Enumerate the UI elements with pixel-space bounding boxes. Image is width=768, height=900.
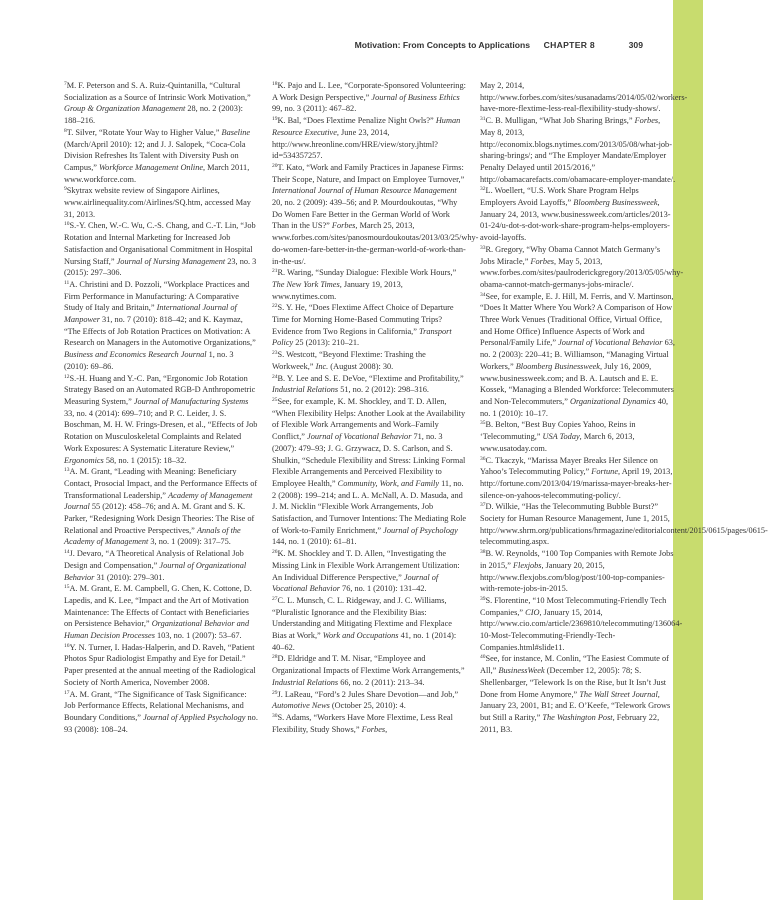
- endnote: [272, 373, 468, 396]
- endnote-number: 19: [272, 116, 278, 123]
- endnote: [64, 279, 259, 373]
- source-title: Group & Organization Management: [64, 104, 186, 114]
- endnote-text: See, for instance, M. Conlin, “The Easiest Commute of All,”: [480, 654, 669, 676]
- source-title: Business and Economics Research Journal: [64, 350, 207, 360]
- endnote: [480, 595, 683, 654]
- endnote-text: (October 25, 2010): 4.: [329, 701, 406, 711]
- endnote-number: 25: [272, 396, 278, 403]
- endnote-number: 8: [64, 127, 67, 134]
- endnote: [480, 291, 676, 420]
- endnote: [480, 501, 768, 548]
- source-title: Automotive News: [272, 701, 330, 711]
- endnote-number: 36: [480, 455, 486, 462]
- endnote-text: 55 (2012): 458–76; and A. M. Grant and S. K. Parker, “Redesigning Work Design Theories: The Rise of Relational and Proactive Perspectives,”: [64, 502, 255, 535]
- endnote-text: B. Belton, “Best Buy Copies Yahoo, Reins in ‘Telecommuting,”: [480, 420, 636, 442]
- endnote-text: K. M. Shockley and T. D. Allen, “Investigating the Missing Link in Flexible Work Arrangement Utilization: An Individual Difference Perspective,”: [272, 549, 460, 582]
- endnote: [272, 162, 479, 267]
- endnote-number: 15: [64, 584, 70, 591]
- endnote-text: no. 93 (2008): 108–24.: [64, 712, 258, 734]
- source-title: Bloomberg Businessweek: [573, 198, 658, 208]
- endnote-number: 31: [480, 116, 486, 123]
- endnote-number: 12: [64, 373, 70, 380]
- endnote-text: 28, no. 2 (2003): 188–216.: [64, 104, 243, 126]
- endnote-number: 34: [480, 291, 486, 298]
- endnote-text: K. Bal, “Does Flextime Penalize Night Owls?”: [277, 116, 436, 126]
- endnote-text: J. Devaro, “A Theoretical Analysis of Relational Job Design and Compensation,”: [64, 549, 244, 570]
- endnote: [64, 220, 259, 279]
- endnote-text: 1, no. 3 (2010): 69–86.: [64, 350, 234, 371]
- source-title: Industrial Relations: [272, 385, 339, 395]
- endnote-text: 25 (2013): 210–21.: [293, 338, 360, 348]
- endnote: [64, 583, 259, 642]
- source-title: Journal of Manufacturing Systems: [133, 396, 249, 406]
- endnote-number: 24: [272, 373, 278, 380]
- endnote-text: 31, no. 7 (2010): 818–42; and K. Kaymaz, “The Effects of Job Rotation Practices on Motivation: A Research on Managers in the Automotive Organizations,”: [64, 315, 256, 348]
- endnote-number: 16: [64, 642, 70, 649]
- endnote-number: 20: [272, 162, 278, 169]
- endnote-text: 103, no. 1 (2007): 53–67.: [154, 631, 242, 641]
- endnote-number: 38: [480, 549, 486, 556]
- endnote-text: A. M. Grant, E. M. Campbell, G. Chen, K. Cottone, D. Lapedis, and K. Lee, “Impact and the Art of Motivation Maintenance: The Effects of Contact with Beneficiaries on Persistence Behavior,”: [64, 584, 252, 629]
- source-title: Forbes: [634, 116, 659, 126]
- endnote-text: See, for example, E. J. Hill, M. Ferris, and V. Martinson, “Does It Matter Where You Work? A Comparison of How Three Work Venues (Traditional Office, Virtual Office, and Home Office) Influence Aspects of Work and Personal/Family Life,”: [480, 291, 674, 348]
- running-title: Motivation: From Concepts to Applications: [354, 40, 530, 50]
- endnote-text: C. L. Munsch, C. L. Ridgeway, and J. C. Williams, “Pluralistic Ignorance and the Flexibility Bias: Understanding and Mitigating Flextime and Flexplace Bias at Work,”: [272, 595, 452, 641]
- endnote: [480, 80, 688, 115]
- endnote-text: Skytrax website review of Singapore Airlines, www.airlinequality.com/Airlines/SQ.htm, accessed May 31, 2013.: [64, 186, 251, 219]
- endnote-text: 76, no. 1 (2010): 131–42.: [339, 584, 427, 594]
- endnote-number: 30: [272, 712, 278, 719]
- source-title: Journal of Psychology: [383, 525, 458, 535]
- endnote: [64, 466, 259, 548]
- endnote-text: May 2, 2014, http://www.forbes.com/sites/susanadams/2014/05/02/workers-have-more-flextime-less-real-flexibility-study-shows/.: [480, 81, 688, 114]
- endnote: [480, 244, 684, 291]
- source-title: Community, Work, and Family: [337, 478, 439, 488]
- endnote-number: 10: [64, 221, 70, 228]
- endnote-text: , April 19, 2013, http://fortune.com/2013/04/19/marissa-mayer-breaks-her-silence-on-yahoos-telecommuting-policy/.: [480, 467, 673, 500]
- source-title: The Wall Street Journal: [579, 689, 658, 699]
- endnote: [64, 373, 259, 467]
- endnote-text: , May 8, 2013, http://economix.blogs.nytimes.com/2013/05/08/what-job-sharing-brings/; and “The Employer Mandate/Employer Penalty Delayed until 2015/2016,” http://obamacarefacts.com/obamacare-employer-mandate/.: [480, 116, 676, 184]
- endnote: [272, 712, 468, 735]
- source-title: Journal of Nursing Management: [116, 256, 226, 266]
- endnote-text: 71, no. 3 (2007): 479–93; J. G. Grzywacz, D. S. Carlson, and S. Shulkin, “Schedule Flexibility and Stress: Linking Formal Flexible Arrangements and Perceived Flexibility to Employee Health,”: [272, 432, 466, 488]
- endnote-text: A. Christini and D. Pozzoli, “Workplace Practices and Firm Performance in Manufacturing: A Comparative Study of Italy and Britain,”: [64, 279, 250, 313]
- endnote: [64, 548, 259, 583]
- endnote-text: See, for example, K. M. Shockley, and T. D. Allen, “When Flexibility Helps: Another Look at the Availability of Flexible Work Arrangements and Work–Family Conflict,”: [272, 396, 466, 442]
- source-title: Journal of Business Ethics: [371, 92, 460, 102]
- endnote-text: R. Gregory, “Why Obama Cannot Match Germany’s Jobs Miracle,”: [480, 244, 661, 266]
- endnote-text: , March 25, 2013, www.forbes.com/sites/panosmourdoukoutas/2013/03/25/why-do-women-fare-better-in-the-german-world-of-work-than-in-the-us/.: [272, 221, 479, 266]
- source-title: Flexjobs: [512, 560, 542, 570]
- endnote-text: J. LaReau, “Ford’s 2 Jules Share Devotion—and Job,”: [277, 689, 459, 699]
- endnote: [64, 127, 259, 186]
- source-title: Baseline: [221, 127, 251, 137]
- source-title: Forbes: [331, 221, 356, 231]
- endnote: [64, 80, 259, 127]
- endnote-number: 40: [480, 654, 486, 661]
- endnote-text: , January 15, 2014, http://www.cio.com/article/2369810/telecommuting/136064-10-Most-Telecommuting-Friendly-Tech-Companies.html#slide11.: [480, 607, 683, 652]
- endnote: [480, 419, 676, 454]
- source-title: Fortune: [591, 467, 619, 477]
- endnote-text: B. Y. Lee and S. E. DeVoe, “Flextime and Profitability,”: [277, 373, 464, 383]
- page-header: [0, 40, 658, 54]
- endnote-text: 3, no. 1 (2009): 317–75.: [148, 537, 231, 547]
- source-title: Human Resource Executive: [272, 116, 461, 137]
- endnote-number: 39: [480, 595, 486, 602]
- endnote: [272, 349, 468, 372]
- endnote-text: D. Eldridge and T. M. Nisar, “Employee and Organizational Impacts of Flextime Work Arrangements,”: [272, 654, 465, 676]
- source-title: Journal of Vocational Behavior: [558, 338, 663, 348]
- page-number: 309: [628, 40, 643, 50]
- source-title: Organizational Behavior and Human Decision Processes: [64, 619, 250, 641]
- endnote-number: 11: [64, 279, 70, 286]
- endnote-text: K. Pajo and L. Lee, “Corporate-Sponsored Volunteering: A Work Design Perspective,”: [272, 81, 466, 102]
- endnote-number: 32: [480, 186, 486, 193]
- endnote-number: 14: [64, 549, 70, 556]
- endnote: [64, 185, 259, 220]
- endnote-number: 35: [480, 420, 486, 427]
- endnote: [480, 115, 676, 185]
- source-title: CIO: [525, 607, 540, 617]
- endnote-text: , January 19, 2013, www.nytimes.com.: [272, 279, 403, 301]
- endnote-text: A. M. Grant, “Leading with Meaning: Beneficiary Contact, Prosocial Impact, and the Performance Effects of Transformational Leadership,”: [64, 467, 258, 500]
- endnote-number: 17: [64, 689, 70, 696]
- endnote-text: , February 22, 2011, B3.: [480, 712, 660, 734]
- endnote-number: 7: [64, 81, 67, 87]
- source-title: Forbes: [361, 724, 386, 734]
- source-title: Ergonomics: [64, 455, 104, 465]
- endnote-text: , January 20, 2015, http://www.flexjobs.com/blog/post/100-top-companies-with-remote-jobs-in-2015.: [480, 560, 665, 594]
- source-title: Work and Occupations: [322, 631, 399, 641]
- endnote-text: (December 12, 2005): 78; S. Shellenbarger, “Telework Is on the Rise, but It Isn’t Just Done from Home Anymore,”: [480, 666, 667, 699]
- endnote-text: , May 5, 2013, www.forbes.com/sites/paulroderickgregory/2013/05/05/why-obama-cannot-match-germanys-jobs-miracle/.: [480, 256, 684, 289]
- source-title: Journal of Organizational Behavior: [64, 560, 247, 582]
- endnote: [272, 653, 468, 688]
- source-title: Transport Policy: [272, 326, 452, 348]
- endnote: [480, 185, 676, 244]
- endnote: [480, 653, 676, 735]
- endnote-text: , March 6, 2013, www.usatoday.com.: [480, 432, 635, 453]
- endnote-text: R. Waring, “Sunday Dialogue: Flexible Work Hours,”: [277, 268, 457, 278]
- endnote-text: S.-H. Huang and Y.-C. Pan, “Ergonomic Job Rotation Strategy Based on an Automated RGB-D Anthropometric Measuring System,”: [64, 373, 256, 406]
- endnote-text: ,: [385, 724, 388, 734]
- endnote-text: (March/April 2010): 12; and J. J. Salopek, “Coca-Cola Division Refreshes Its Talent with Diversity Push on Campus,”: [64, 139, 246, 172]
- endnote-text: 63, no. 2 (2003): 220–41; B. Williamson, “Managing Virtual Workers,”: [480, 338, 675, 371]
- endnote-text: T. Kato, “Work and Family Practices in Japanese Firms: Their Scope, Nature, and Impact on Employee Turnover,”: [272, 162, 465, 184]
- endnote-text: 99, no. 3 (2011): 467–82.: [272, 104, 357, 114]
- source-title: Academy of Management Journal: [64, 490, 253, 512]
- endnote: [272, 80, 468, 115]
- endnote-text: A. M. Grant, “The Significance of Task Significance: Job Performance Effects, Relational Mechanisms, and Boundary Conditions,”: [64, 689, 247, 722]
- endnote-text: D. Wilkie, “Has the Telecommuting Bubble Burst?” Society for Human Resource Management, June 1, 2015, http://www.shrm.org/publications/hrmagazine/editorialcontent/2015/0615/pages/0615-telecommuting.aspx.: [480, 502, 768, 547]
- source-title: BusinessWeek: [498, 666, 545, 676]
- endnote-text: , June 23, 2014, http://www.hreonline.com/HRE/view/story.jhtml?id=534357257.: [272, 127, 438, 161]
- endnote-number: 22: [272, 303, 278, 310]
- endnote: [272, 302, 468, 349]
- source-title: The New York Times: [272, 279, 340, 289]
- endnote-text: , March 2011, www.workforce.com.: [64, 162, 250, 184]
- endnote: [272, 595, 468, 654]
- endnote: [272, 267, 468, 302]
- source-title: Annals of the Academy of Management: [64, 525, 241, 547]
- endnote-text: C. B. Mulligan, “What Job Sharing Brings,”: [485, 116, 635, 126]
- endnote-number: 18: [272, 81, 278, 87]
- source-title: USA Today: [542, 432, 580, 442]
- source-title: Journal of Applied Psychology: [143, 712, 246, 722]
- endnote-text: M. F. Peterson and S. A. Ruiz-Quintanilla, “Cultural Socialization as a Source of Intrinsic Work Motivation,”: [64, 81, 251, 102]
- endnotes-column-2: [272, 80, 479, 735]
- endnote-number: 33: [480, 244, 486, 251]
- source-title: Workforce Management Online: [99, 162, 204, 172]
- endnote-text: 40, no. 1 (2010): 10–17.: [480, 396, 669, 418]
- endnote-text: 51, no. 2 (2012): 298–316.: [338, 385, 429, 395]
- endnote-text: S. Adams, “Workers Have More Flextime, Less Real Flexibility, Study Shows,”: [272, 712, 453, 734]
- endnote-text: L. Woellert, “U.S. Work Share Program Helps Employers Avoid Layoffs,”: [480, 186, 639, 208]
- endnote-number: 37: [480, 502, 486, 509]
- endnote-number: 21: [272, 268, 278, 275]
- endnote-text: 58, no. 1 (2015): 18–32.: [103, 455, 187, 465]
- endnote-text: , January 23, 2001, B1; and E. O’Keefe, “Telework Grows but Still a Rarity,”: [480, 689, 671, 722]
- endnote-text: S. Florentine, “10 Most Telecommuting-Friendly Tech Companies,”: [480, 595, 667, 617]
- source-title: The Washington Post: [542, 712, 613, 722]
- endnote-text: , January 24, 2013, www.businessweek.com/articles/2013-01-24/u-dot-s-dot-work-share-program-helps-employers-avoid-layoffs.: [480, 198, 671, 243]
- chapter-label: CHAPTER 8: [543, 40, 595, 50]
- endnote-text: S.-Y. Chen, W.-C. Wu, C.-S. Chang, and C.-T. Lin, “Job Rotation and Internal Marketing for Increased Job Satisfaction and Organisational Commitment in Hospital Nursing Staff,”: [64, 221, 256, 266]
- source-title: International Journal of Human Resource Management: [272, 186, 457, 196]
- endnote: [272, 689, 468, 712]
- endnote-text: C. Tkaczyk, “Marissa Mayer Breaks Her Silence on Yahoo’s Telecommuting Policy,”: [480, 455, 658, 477]
- endnote-text: , July 16, 2009, www.businessweek.com; and B. A. Lautsch and E. E. Kossek, “Managing a Blended Workforce: Telecommuters and Non-Telecommuters,”: [480, 361, 674, 406]
- endnote-number: 26: [272, 549, 278, 556]
- source-title: Industrial Relations: [272, 677, 339, 687]
- endnote-text: B. W. Reynolds, “100 Top Companies with Remote Jobs in 2015,”: [480, 549, 674, 570]
- source-title: Organizational Dynamics: [569, 396, 656, 406]
- endnote: [64, 642, 259, 689]
- source-title: Journal of Vocational Behavior: [272, 572, 439, 594]
- source-title: International Journal of Manpower: [64, 303, 237, 325]
- endnote: [272, 548, 468, 595]
- endnote-number: 29: [272, 689, 278, 696]
- source-title: Bloomberg Businessweek: [515, 361, 600, 371]
- endnote-text: 144, no. 1 (2010): 61–81.: [272, 537, 357, 547]
- endnote: [272, 396, 468, 548]
- endnote-text: T. Silver, “Rotate Your Way to Higher Value,”: [66, 127, 222, 137]
- endnotes-column-1: [64, 80, 259, 735]
- endnote: [64, 689, 259, 736]
- endnote-number: 13: [64, 467, 70, 474]
- source-title: Forbes: [530, 256, 554, 266]
- endnote: [480, 455, 676, 502]
- endnote-text: 41, no. 1 (2014): 40–62.: [272, 631, 457, 652]
- endnote-text: 31 (2010): 279–301.: [94, 572, 165, 582]
- endnote-text: S. Y. He, “Does Flextime Affect Choice of Departure Time for Morning Home-Based Commuting Trips? Evidence from Two Regions in California,”: [272, 303, 454, 336]
- endnote-text: 66, no. 2 (2011): 213–34.: [338, 677, 425, 687]
- endnote-text: (August 2008): 30.: [328, 361, 394, 371]
- endnote-text: 33, no. 4 (2014): 699–710; and P. C. Leider, J. S. Boschman, M. H. W. Frings-Dresen, et al., “Effects of Job Rotation on Musculoskeletal Complaints and Related Work Exposures: A Systematic Literature Review,”: [64, 408, 258, 453]
- endnotes-column-3: [480, 80, 768, 735]
- endnote-number: 23: [272, 350, 278, 357]
- endnote-text: 23, no. 3 (2015): 297–306.: [64, 256, 257, 278]
- endnote-text: S. Westcott, “Beyond Flextime: Trashing the Workweek,”: [272, 350, 426, 371]
- source-title: Inc.: [315, 361, 329, 371]
- endnote-number: 28: [272, 654, 278, 661]
- endnote: [480, 548, 676, 595]
- endnote-text: 20, no. 2 (2009): 439–56; and P. Mourdoukoutas, “Why Do Women Fare Better in the German World of Work Than in the US?”: [272, 198, 458, 231]
- endnote: [272, 115, 468, 162]
- chapter-color-bar: [673, 0, 703, 900]
- endnote-number: 27: [272, 595, 278, 602]
- endnote-text: Y. N. Turner, I. Hadas-Halperin, and D. Raveh, “Patient Photos Spur Radiologist Empathy and Eye for Detail.” Paper presented at the annual meeting of the Radiological Society of North America, November 2008.: [64, 642, 256, 687]
- source-title: Journal of Vocational Behavior: [307, 432, 412, 442]
- endnote-number: 9: [64, 186, 67, 193]
- endnote-text: 11, no. 2 (2008): 199–214; and L. A. McNall, A. D. Masuda, and J. M. Nicklin “Flexible Work Arrangements, Job Satisfaction, and Turnover Intentions: The Mediating Role of Work-to-Family Enrichment,”: [272, 478, 467, 535]
